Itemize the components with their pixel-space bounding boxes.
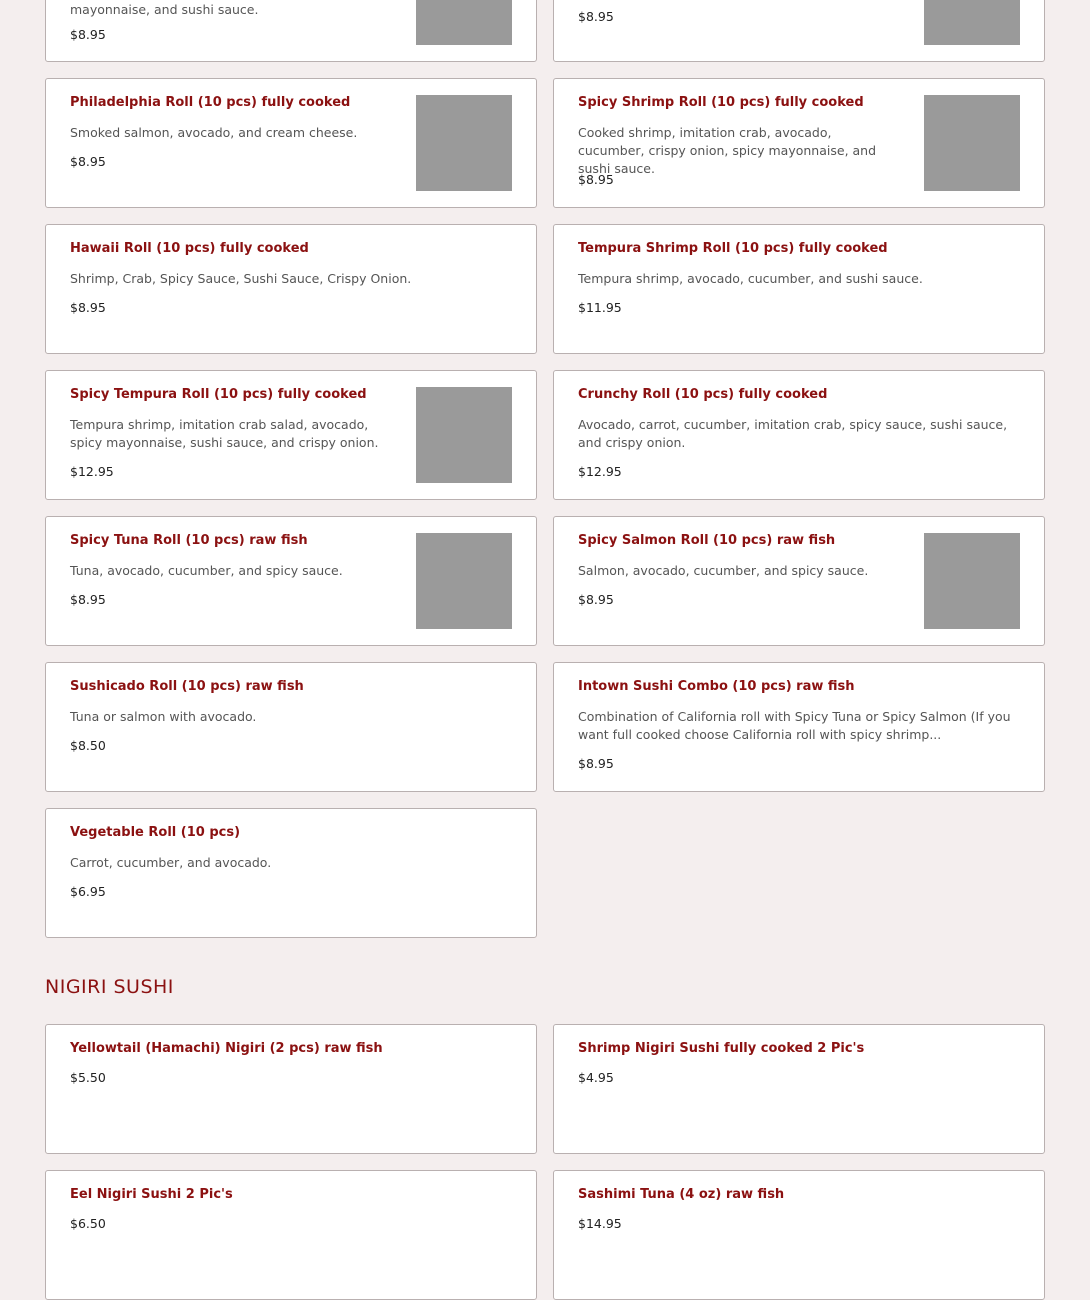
menu-item-card[interactable] <box>45 0 537 62</box>
section-title-nigiri-sushi: NIGIRI SUSHI <box>45 976 174 998</box>
item-price: $8.95 <box>578 592 614 607</box>
item-description: Carrot, cucumber, and avocado. <box>70 855 272 870</box>
item-description: Cooked shrimp, imitation crab, avocado, cucumber, crispy onion, spicy mayonnaise, and sushi sauce. <box>578 125 877 176</box>
item-price: $8.95 <box>70 27 106 42</box>
item-name: Sushicado Roll (10 pcs) raw fish <box>70 679 304 694</box>
item-price: $8.95 <box>70 300 106 315</box>
item-name: Spicy Shrimp Roll (10 pcs) fully cooked <box>578 95 864 110</box>
item-name: Spicy Tempura Roll (10 pcs) fully cooked <box>70 387 367 402</box>
item-image[interactable] <box>416 533 512 629</box>
item-name: Vegetable Roll (10 pcs) <box>70 825 241 840</box>
item-price: $8.50 <box>70 738 106 753</box>
item-image[interactable] <box>416 95 512 191</box>
item-price: $14.95 <box>578 1216 622 1231</box>
item-price: $6.50 <box>70 1216 106 1231</box>
item-description: Tempura shrimp, avocado, cucumber, and sushi sauce. <box>578 271 923 286</box>
item-price: $11.95 <box>578 300 622 315</box>
menu-item-philadelphia-roll[interactable] <box>45 78 537 208</box>
item-price: $6.95 <box>70 884 106 899</box>
menu-item-yellowtail-nigiri[interactable] <box>45 1024 537 1154</box>
item-image[interactable] <box>924 0 1020 45</box>
menu-item-card[interactable] <box>553 0 1045 62</box>
menu-item-tempura-shrimp-roll[interactable] <box>553 224 1045 354</box>
item-price: $8.95 <box>578 172 614 187</box>
menu-item-spicy-shrimp-roll[interactable] <box>553 78 1045 208</box>
item-name: Spicy Tuna Roll (10 pcs) raw fish <box>70 533 308 548</box>
item-price: $8.95 <box>70 592 106 607</box>
item-price: $5.50 <box>70 1070 106 1085</box>
item-description: Salmon, avocado, cucumber, and spicy sauce. <box>578 563 869 578</box>
menu-item-sushicado-roll[interactable] <box>45 662 537 792</box>
item-price: $12.95 <box>70 464 114 479</box>
item-image[interactable] <box>416 387 512 483</box>
item-description: Tempura shrimp, imitation crab salad, avocado, spicy mayonnaise, sushi sauce, and crispy onion. <box>70 417 379 450</box>
item-image[interactable] <box>924 533 1020 629</box>
menu-item-eel-nigiri[interactable] <box>45 1170 537 1300</box>
menu-item-vegetable-roll[interactable] <box>45 808 537 938</box>
item-name: Crunchy Roll (10 pcs) fully cooked <box>578 387 828 402</box>
item-name: Yellowtail (Hamachi) Nigiri (2 pcs) raw fish <box>70 1041 383 1056</box>
item-name: Tempura Shrimp Roll (10 pcs) fully cooked <box>578 241 888 256</box>
item-name: Eel Nigiri Sushi 2 Pic's <box>70 1187 233 1202</box>
menu-item-hawaii-roll[interactable] <box>45 224 537 354</box>
item-price: $4.95 <box>578 1070 614 1085</box>
item-price: $8.95 <box>578 756 614 771</box>
item-description: Smoked salmon, avocado, and cream cheese. <box>70 125 358 140</box>
item-price: $8.95 <box>70 154 106 169</box>
item-image[interactable] <box>924 95 1020 191</box>
item-price: $8.95 <box>578 9 614 24</box>
item-image[interactable] <box>416 0 512 45</box>
item-description: mayonnaise, and sushi sauce. <box>70 2 259 17</box>
item-description: Shrimp, Crab, Spicy Sauce, Sushi Sauce, Crispy Onion. <box>70 271 412 286</box>
menu-item-crunchy-roll[interactable] <box>553 370 1045 500</box>
item-description: Tuna or salmon with avocado. <box>70 709 257 724</box>
item-description: Combination of California roll with Spicy Tuna or Spicy Salmon (If you want full cooked choose California roll with spicy shrimp... <box>578 709 1011 742</box>
item-name: Hawaii Roll (10 pcs) fully cooked <box>70 241 309 256</box>
menu-item-spicy-tuna-roll[interactable] <box>45 516 537 646</box>
item-description: Tuna, avocado, cucumber, and spicy sauce. <box>70 563 343 578</box>
menu-item-intown-sushi-combo[interactable] <box>553 662 1045 792</box>
item-name: Philadelphia Roll (10 pcs) fully cooked <box>70 95 351 110</box>
item-name: Sashimi Tuna (4 oz) raw fish <box>578 1187 785 1202</box>
item-price: $12.95 <box>578 464 622 479</box>
menu-item-spicy-salmon-roll[interactable] <box>553 516 1045 646</box>
menu-item-spicy-tempura-roll[interactable] <box>45 370 537 500</box>
item-name: Intown Sushi Combo (10 pcs) raw fish <box>578 679 855 694</box>
item-name: Spicy Salmon Roll (10 pcs) raw fish <box>578 533 836 548</box>
menu-item-sashimi-tuna[interactable] <box>553 1170 1045 1300</box>
menu-item-shrimp-nigiri[interactable] <box>553 1024 1045 1154</box>
item-description: Avocado, carrot, cucumber, imitation crab, spicy sauce, sushi sauce, and crispy onion. <box>578 417 1008 450</box>
item-name: Shrimp Nigiri Sushi fully cooked 2 Pic's <box>578 1041 865 1056</box>
